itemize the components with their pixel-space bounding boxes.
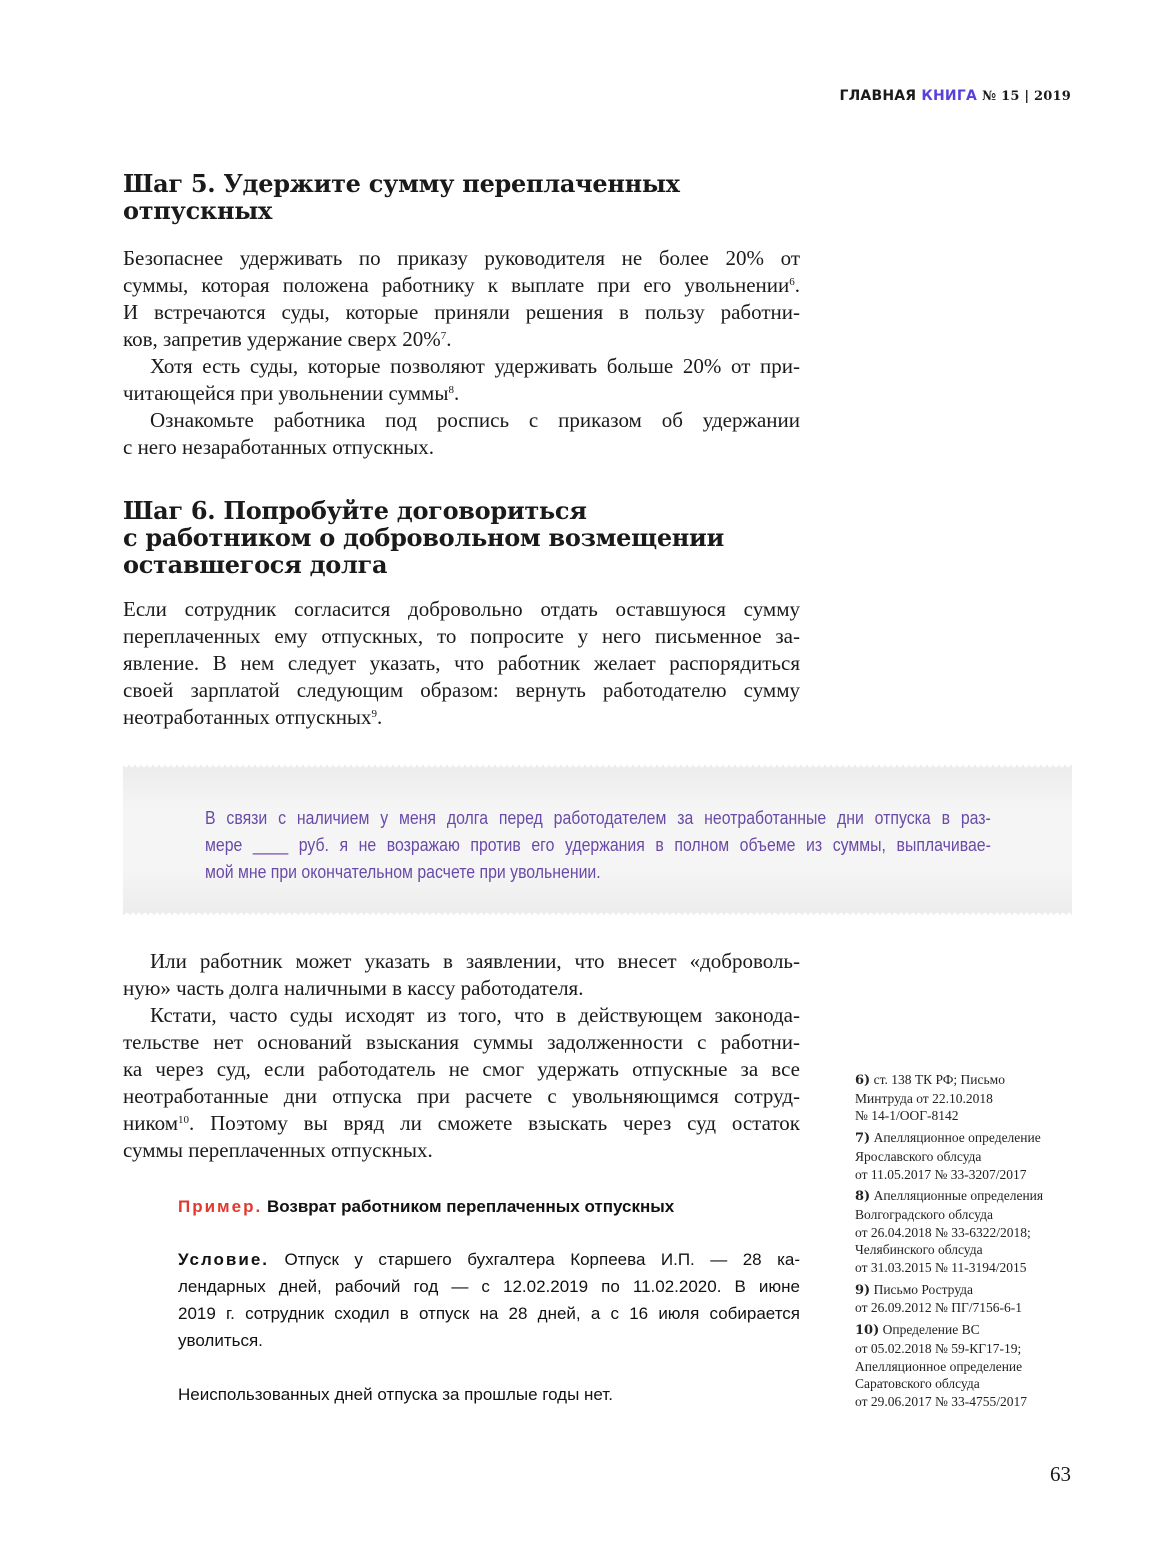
text-line (123, 1110, 800, 1137)
footnote-line: от 29.06.2017 № 33-4755/2017 (855, 1393, 1027, 1409)
footnote-number: 9) (855, 1282, 871, 1298)
text-line (123, 1029, 800, 1056)
footnote-line: № 14-1/ООГ-8142 (855, 1108, 959, 1124)
footnote-item (855, 1129, 1075, 1183)
footnote-line: Волгоградского облсуда (855, 1206, 993, 1222)
text-run: своей зарплатой следующим образом: вернуть работодателю сумму (123, 678, 800, 702)
example-label: Пример. (178, 1197, 263, 1216)
text-run: Ознакомьте работника под роспись с приказом об удержании (150, 408, 800, 432)
footnotes (855, 1071, 1075, 1415)
footnote-line: Апелляционное определение (855, 1358, 1023, 1374)
sample-statement-box (123, 765, 1072, 915)
quote-line: В связи с наличием у меня долга перед работодателем за неотработанные дни отпуска в раз- (205, 808, 991, 828)
quote-line: мой мне при окончательном расчете при увольнении. (205, 862, 601, 882)
example-block (178, 1193, 800, 1408)
example-heading: Возврат работником переплаченных отпускных (266, 1197, 675, 1216)
footnote-item (855, 1321, 1075, 1411)
text-line (123, 1002, 800, 1029)
step5-heading (123, 170, 800, 224)
text-run: ником (123, 1111, 179, 1135)
text-line (123, 975, 800, 1002)
text-line (123, 650, 800, 677)
step6-section (123, 497, 800, 731)
text-line (123, 434, 800, 461)
footnote-ref: 7 (440, 330, 447, 342)
footnote-ref: 6 (789, 276, 795, 288)
text-line (123, 1083, 800, 1110)
text-run: . (446, 327, 452, 351)
example-title (178, 1193, 800, 1220)
footnote-number: 7) (855, 1131, 871, 1147)
text-run: . (453, 381, 460, 405)
footnote-line: Минтруда от 22.10.2018 (855, 1090, 993, 1106)
text-line (123, 299, 800, 326)
text-line (123, 380, 800, 407)
text-run: тельстве нет оснований взыскания суммы задолженности с работни- (123, 1030, 800, 1054)
footnote-line: Челябинского облсуда (855, 1242, 983, 1258)
running-header (839, 88, 1071, 104)
example-note: Неиспользованных дней отпуска за прошлые годы нет. (178, 1385, 613, 1404)
footnote-item (855, 1071, 1075, 1125)
text-run: неотработанные дни отпуска при расчете с увольняющимся сотруд- (123, 1084, 800, 1108)
footnote-line: 7) Апелляционное определение (855, 1130, 1041, 1147)
text-run: читающейся при увольнении суммы (123, 381, 449, 405)
step6-body (123, 596, 800, 731)
text-run: Если сотрудник согласится добровольно отдать оставшуюся сумму (123, 597, 800, 621)
example-condition (178, 1246, 800, 1354)
text-line (123, 704, 800, 731)
text-line (123, 353, 800, 380)
text-run: . Поэтому вы вряд ли сможете взыскать через суд остаток (189, 1111, 800, 1135)
footnote-line: от 26.09.2012 № ПГ/7156-6-1 (855, 1300, 1023, 1316)
footnote-item (855, 1281, 1075, 1317)
sample-statement-text (205, 805, 991, 886)
text-run: ков, запретив удержание сверх 20% (123, 327, 441, 351)
text-line (123, 623, 800, 650)
heading-line: отпускных (123, 196, 272, 225)
text-run: с него незаработанных отпускных. (123, 435, 434, 459)
condition-line: Отпуск у старшего бухгалтера Корпеева И.П. — 28 ка- (284, 1250, 800, 1269)
footnote-line: от 26.04.2018 № 33-6322/2018; (855, 1224, 1031, 1240)
footnote-number: 10) (855, 1323, 880, 1339)
footnote-ref: 10 (178, 1114, 190, 1126)
text-line (123, 245, 800, 272)
text-line (123, 1056, 800, 1083)
footnote-item (855, 1187, 1075, 1277)
text-run: ка через суд, если работодатель не смог удержать отпускные за все (123, 1057, 800, 1081)
text-run: ную» часть долга наличными в кассу работодателя. (123, 976, 584, 1000)
footnote-line: Саратовского облсуда (855, 1376, 980, 1392)
step5-section (123, 170, 800, 461)
text-line (123, 596, 800, 623)
footnote-line: от 11.05.2017 № 33-3207/2017 (855, 1166, 1027, 1182)
text-run: переплаченных ему отпускных, то попросите у него письменное за- (123, 624, 800, 648)
condition-line: лендарных дней, рабочий год — с 12.02.2019 по 11.02.2020. В июне (178, 1277, 800, 1296)
footnote-ref: 9 (371, 708, 378, 720)
footnote-number: 8) (855, 1189, 871, 1205)
footnote-ref: 8 (448, 384, 454, 396)
text-run: Безопаснее удерживать по приказу руководителя не более 20% от (123, 246, 800, 270)
text-run: . (377, 705, 383, 729)
text-run: Или работник может указать в заявлении, что внесет «доброволь- (150, 949, 800, 973)
condition-line: уволиться. (178, 1331, 263, 1350)
text-line (123, 326, 800, 353)
footnote-line: 10) Определение ВС (855, 1322, 980, 1339)
text-run: Кстати, часто суды исходят из того, что в действующем законода- (150, 1003, 800, 1027)
footnote-line: 9) Письмо Роструда (855, 1281, 974, 1298)
page-number: 63 (1050, 1462, 1071, 1486)
footnote-line: 6) ст. 138 ТК РФ; Письмо (855, 1072, 1005, 1088)
heading-line: Шаг 6. Попробуйте договориться (123, 496, 587, 525)
step6-heading (123, 497, 800, 578)
footnote-line: Ярославского облсуда (855, 1148, 982, 1164)
text-line (123, 677, 800, 704)
text-run: суммы, которая положена работнику к выплате при его увольнении (123, 273, 790, 297)
heading-line: оставшегося долга (123, 550, 388, 579)
text-run: . (794, 273, 800, 297)
brand-main: ГЛАВНАЯ (839, 88, 917, 104)
text-line (123, 407, 800, 434)
footnote-line: 8) Апелляционные определения (855, 1188, 1044, 1205)
heading-line: Шаг 5. Удержите сумму переплаченных (123, 169, 680, 198)
heading-line: с работником о добровольном возмещении (123, 523, 725, 552)
footnote-line: от 05.02.2018 № 59-КГ17-19; (855, 1340, 1022, 1356)
text-line (123, 948, 800, 975)
step5-body (123, 245, 800, 461)
condition-line: 2019 г. сотрудник сходил в отпуск на 28 дней, а с 16 июля собирается (178, 1304, 800, 1323)
text-run: суммы переплаченных отпускных. (123, 1138, 433, 1162)
text-run: Хотя есть суды, которые позволяют удерживать больше 20% от при- (150, 354, 800, 378)
condition-label: Условие. (178, 1250, 269, 1269)
text-run: неотработанных отпускных (123, 705, 372, 729)
issue-number: № 15 | 2019 (982, 89, 1071, 104)
quote-line: мере ____ руб. я не возражаю против его удержания в полном объеме из суммы, выплачивае- (205, 835, 991, 855)
text-run: И встречаются суды, которые приняли решения в пользу работни- (123, 300, 800, 324)
footnote-line: от 31.03.2015 № 11-3194/2015 (855, 1260, 1027, 1276)
text-line (123, 272, 800, 299)
footnote-number: 6) (855, 1073, 871, 1088)
text-line (123, 1137, 800, 1164)
after-box-body (123, 948, 800, 1164)
brand-accent: КНИГА (921, 88, 977, 104)
text-run: явление. В нем следует указать, что работник желает распорядиться (123, 651, 800, 675)
